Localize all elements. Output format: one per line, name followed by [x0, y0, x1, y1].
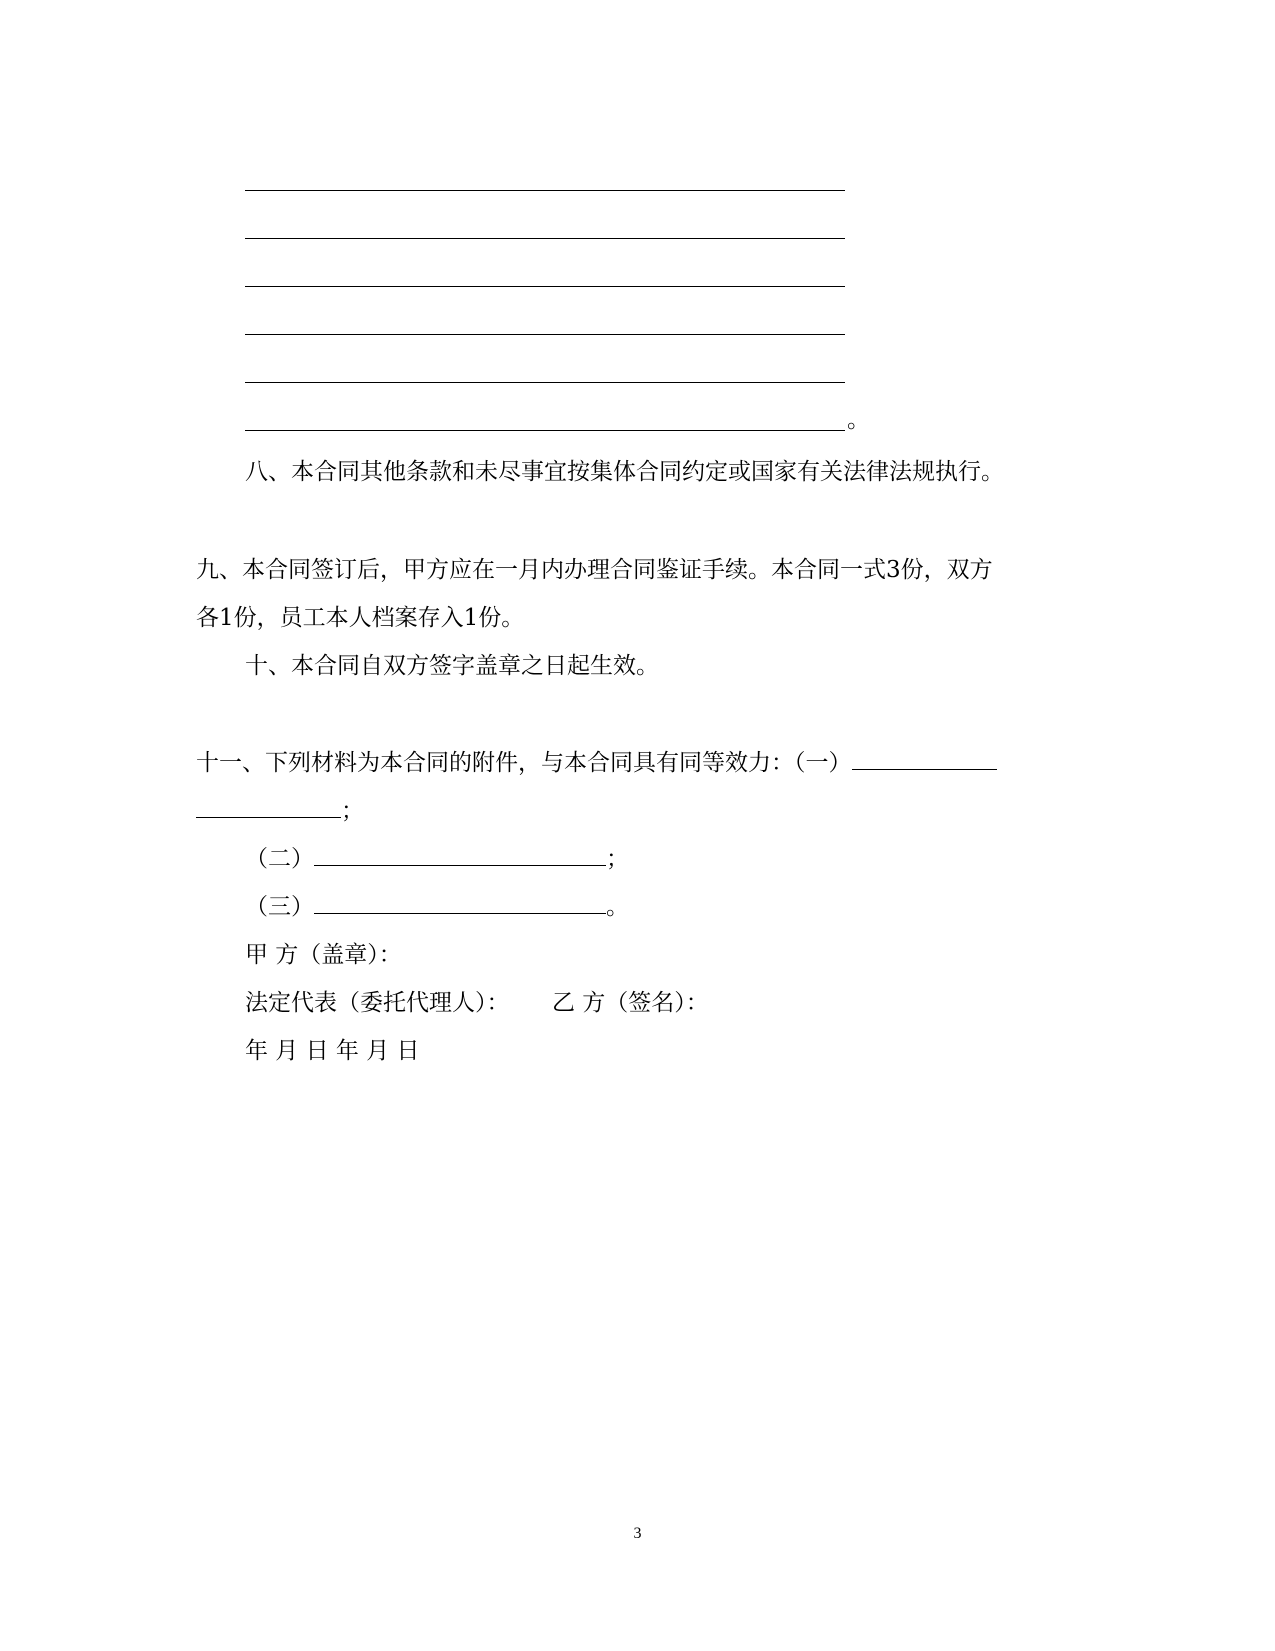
attachment-1-blank-continued — [196, 797, 341, 818]
attachment-3-label: （三） — [245, 894, 314, 920]
party-b-signature: 乙 方（签名）： — [552, 990, 709, 1016]
blank-line — [245, 309, 845, 339]
blank-line-end-mark: 。 — [847, 407, 870, 433]
clause-9-line-2: 各1份，员工本人档案存入1份。 — [196, 605, 525, 631]
attachment-2-end: ； — [606, 846, 629, 872]
clause-11-text: 十一、下列材料为本合同的附件，与本合同具有同等效力：（一） — [196, 750, 852, 776]
legal-representative: 法定代表（委托代理人）： — [245, 990, 510, 1016]
clause-9-line-1: 九、本合同签订后，甲方应在一月内办理合同鉴证手续。本合同一式3份，双方 — [196, 557, 993, 583]
clause-11-line-2 — [196, 796, 364, 826]
blank-line — [245, 357, 845, 387]
clause-10: 十、本合同自双方签字盖章之日起生效。 — [245, 653, 659, 679]
attachment-3-end: 。 — [606, 894, 629, 920]
attachment-3 — [245, 892, 629, 922]
page-number: 3 — [633, 1525, 642, 1542]
blank-line — [245, 261, 845, 291]
clause-11-line-end: ； — [341, 798, 364, 824]
party-a-seal: 甲 方（盖章）： — [245, 942, 402, 968]
clause-11-line-1 — [196, 748, 997, 778]
attachment-1-blank — [852, 749, 997, 770]
attachment-2-label: （二） — [245, 846, 314, 872]
attachment-2-blank — [314, 845, 606, 866]
clause-8: 八、本合同其他条款和未尽事宜按集体合同约定或国家有关法律法规执行。 — [245, 459, 1004, 485]
blank-line — [245, 213, 845, 243]
blank-line — [245, 405, 870, 435]
attachment-2 — [245, 844, 629, 874]
blank-line — [245, 165, 845, 195]
attachment-3-blank — [314, 893, 606, 914]
date-line: 年 月 日 年 月 日 — [245, 1038, 420, 1064]
